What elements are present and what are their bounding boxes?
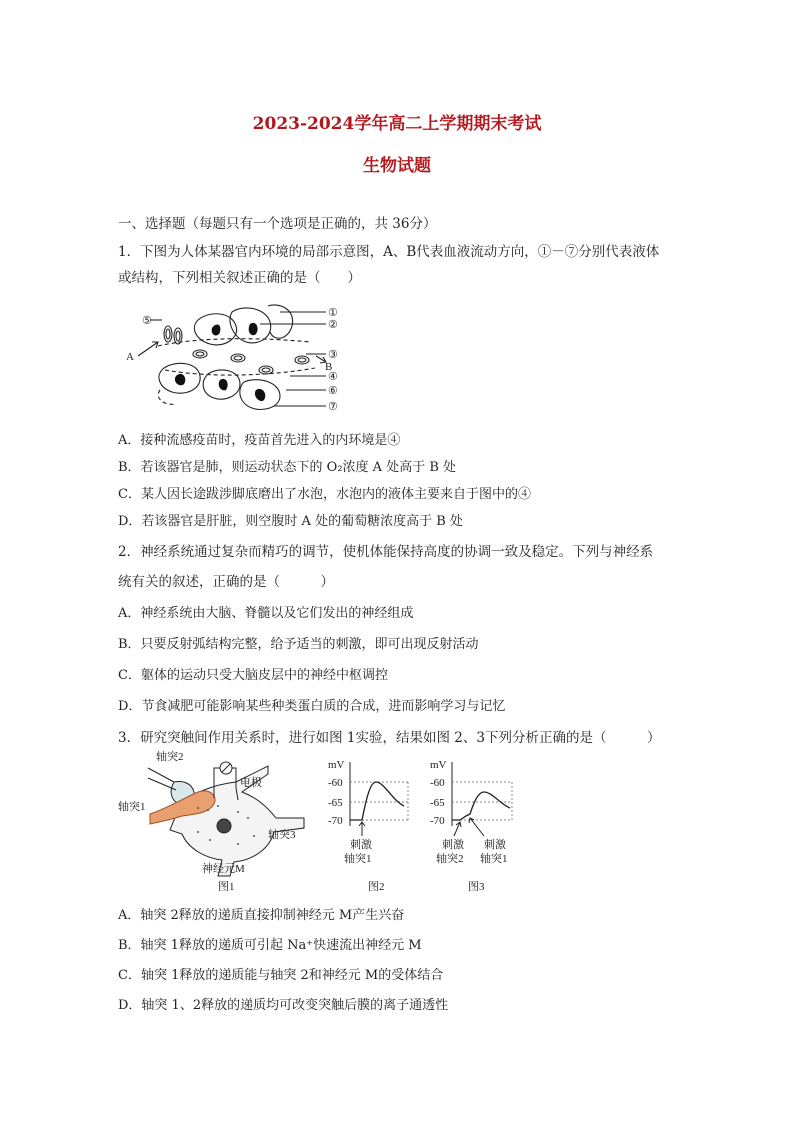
q1-stem-line1: 1．下图为人体某器官内环境的局部示意图，A、B代表血液流动方向，①－⑦分别代表液体 xyxy=(118,244,660,260)
fig2-unit: mV xyxy=(328,759,345,771)
q3-option-c: C．轴突 1释放的递质能与轴突 2和神经元 M的受体结合 xyxy=(118,968,444,983)
q1-stem-line2: 或结构，下列相关叙述正确的是（ ） xyxy=(118,270,361,286)
q2-stem-line1: 2．神经系统通过复杂而精巧的调节，使机体能保持高度的协调一致及稳定。下列与神经系 xyxy=(118,544,654,560)
fig3-tick-65: -65 xyxy=(430,797,445,809)
fig2-tick-65: -65 xyxy=(328,797,343,809)
q1-option-c: C．某人因长途跋涉脚底磨出了水泡，水泡内的液体主要来自于图中的④ xyxy=(118,487,531,502)
fig1-caption: 图1 xyxy=(218,881,235,893)
page-subtitle: 生物试题 xyxy=(363,156,431,176)
fig3-tick-60: -60 xyxy=(430,777,445,789)
fig2-tick-70: -70 xyxy=(328,815,343,827)
q3-option-b: B．轴突 1释放的递质可引起 Na⁺快速流出神经元 M xyxy=(118,938,422,953)
q2-stem-line2: 统有关的叙述，正确的是（ ） xyxy=(118,574,334,590)
fig2-stim-label: 刺激 xyxy=(350,839,372,851)
q1-label-1: ① xyxy=(328,307,338,319)
fig3-stim-b-target: 轴突1 xyxy=(480,853,508,865)
q1-label-5: ⑤ xyxy=(142,315,152,327)
q1-label-B: B xyxy=(325,361,333,373)
fig2-tick-60: -60 xyxy=(328,777,343,789)
q1-label-2: ② xyxy=(328,319,338,331)
q1-label-4: ④ xyxy=(328,371,338,383)
q3-stem: 3．研究突触间作用关系时，进行如图 1实验，结果如图 2、3下列分析正确的是（ ） xyxy=(118,730,661,746)
fig3-unit: mV xyxy=(430,759,447,771)
fig3-stim-a-label: 刺激 xyxy=(442,839,464,851)
q3-option-a: A．轴突 2释放的递质直接抑制神经元 M产生兴奋 xyxy=(118,908,405,923)
fig2-stim-target: 轴突1 xyxy=(344,853,372,865)
fig1-neuron-label: 神经元M xyxy=(202,863,245,875)
q1-option-a: A．接种流感疫苗时，疫苗首先进入的内环境是④ xyxy=(118,433,401,448)
page-title: 2023-2024学年高二上学期期末考试 xyxy=(252,114,542,134)
fig1-axon1-label: 轴突1 xyxy=(118,801,146,813)
fig2-caption: 图2 xyxy=(368,881,385,893)
q1-label-A: A xyxy=(126,351,134,363)
fig1-axon3-label: 轴突3 xyxy=(268,829,296,841)
fig3-stim-b-label: 刺激 xyxy=(484,839,506,851)
q3-figure3-chart xyxy=(428,756,528,894)
q3-figure1-synapse xyxy=(118,748,308,894)
q2-option-b: B．只要反射弧结构完整，给予适当的刺激，即可出现反射活动 xyxy=(118,637,479,652)
q1-label-6: ⑥ xyxy=(328,385,338,397)
q2-option-c: C．躯体的运动只受大脑皮层中的神经中枢调控 xyxy=(118,668,388,683)
fig3-caption: 图3 xyxy=(468,881,485,893)
q1-label-3: ③ xyxy=(328,349,338,361)
q2-option-a: A．神经系统由大脑、脊髓以及它们发出的神经组成 xyxy=(118,606,414,621)
q1-tissue-diagram xyxy=(120,298,360,420)
q1-option-b: B．若该器官是肺，则运动状态下的 O₂浓度 A 处高于 B 处 xyxy=(118,460,457,475)
q1-option-d: D．若该器官是肝脏，则空腹时 A 处的葡萄糖浓度高于 B 处 xyxy=(118,514,463,529)
section-heading: 一、选择题（每题只有一个选项是正确的，共 36分） xyxy=(118,216,437,232)
fig1-electrode-label: 电极 xyxy=(240,777,262,789)
q3-option-d: D．轴突 1、2释放的递质均可改变突触后膜的离子通透性 xyxy=(118,998,449,1013)
fig3-tick-70: -70 xyxy=(430,815,445,827)
q3-figure2-chart xyxy=(326,756,416,894)
fig3-stim-a-target: 轴突2 xyxy=(436,853,464,865)
q1-label-7: ⑦ xyxy=(328,401,338,413)
fig1-axon2-label: 轴突2 xyxy=(156,751,184,763)
q2-option-d: D．节食减肥可能影响某些种类蛋白质的合成，进而影响学习与记忆 xyxy=(118,699,506,714)
